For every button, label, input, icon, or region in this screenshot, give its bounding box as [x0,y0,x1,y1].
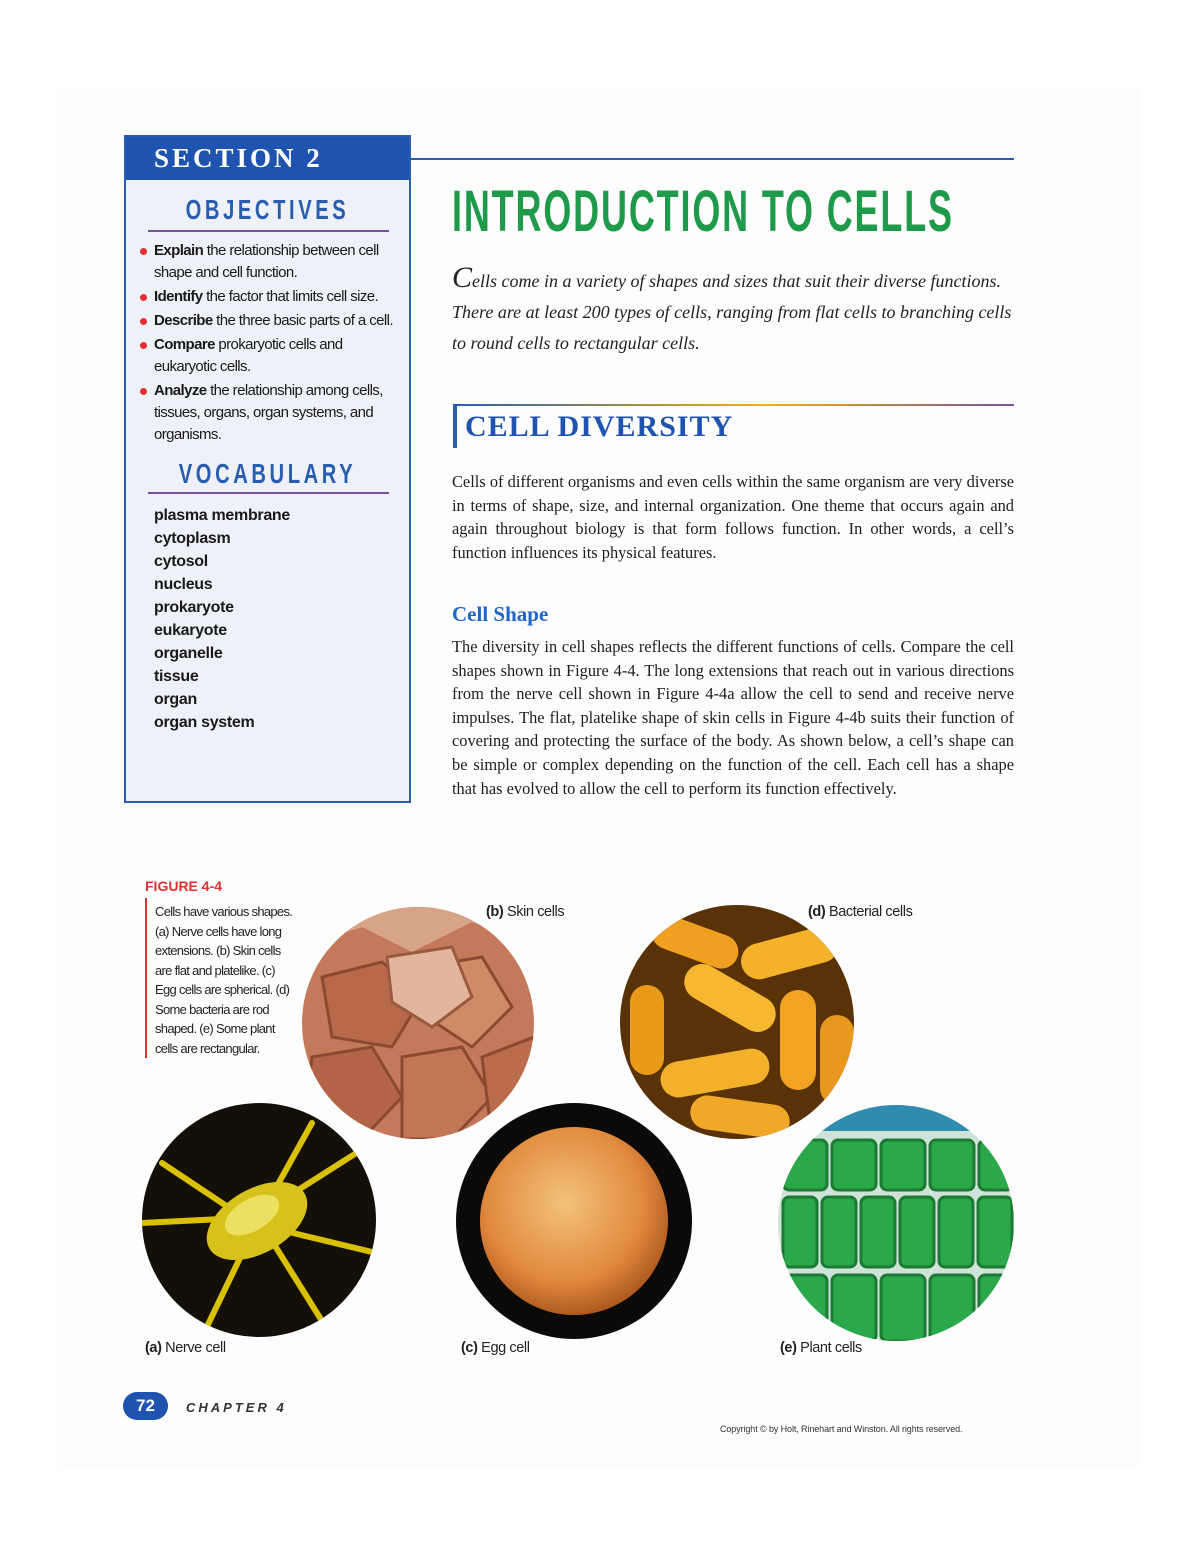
vocabulary-term: plasma membrane [154,507,291,524]
copyright-notice: Copyright © by Holt, Rinehart and Winston. All rights reserved. [720,1424,963,1434]
heading-rule [457,404,1014,406]
vocabulary-title: VOCABULARY [178,458,357,489]
vocabulary-term: organ [154,691,197,708]
vocabulary-term: nucleus [154,576,213,593]
section-header [126,137,409,180]
egg-cell-image [456,1103,692,1339]
panel-label-a: (a) Nerve cell [145,1340,226,1356]
bacterial-cells-image [620,905,854,1139]
intro-paragraph: Cells come in a variety of shapes and sizes that suit their diverse functions. There are at least 200 types of cells, ranging from flat cells to branching cells to round cells to rectangular cells. [452,261,1012,353]
bullet-icon [140,342,147,349]
objective-item: Analyze the relationship among cells, tissues, organs, organ systems, and organisms. [138,380,395,446]
objective-item: Explain the relationship between cell shape and cell function. [138,240,395,284]
figure-label: FIGURE 4-4 [145,878,223,894]
page-number: 72 [123,1392,168,1420]
figure-caption: Cells have various shapes. (a) Nerve cells have long extensions. (b) Skin cells are flat and platelike. (c) Egg cells are spherical. (d) Some bacteria are rod shaped. (e) Some plant cells are rectangular. [145,898,297,1058]
objectives-list [126,232,409,446]
plant-cells-image [778,1105,1014,1341]
objective-item: Describe the three basic parts of a cell. [138,310,395,332]
vocabulary-term: cytosol [154,553,208,570]
vocabulary-list [126,494,409,734]
skin-cells-image [302,907,534,1139]
vocabulary-term: eukaryote [154,622,227,639]
cell-shape-heading: Cell Shape [452,602,549,626]
objectives-sidebar [124,135,411,803]
section-label: SECTION 2 [154,143,323,173]
objectives-title: OBJECTIVES [185,194,350,225]
panel-label-d: (d) Bacterial cells [808,904,913,920]
vocabulary-term: tissue [154,668,199,685]
body-paragraph-1: Cells of different organisms and even cells within the same organism are very diverse in terms of shape, size, and internal organization. One theme that occurs again and again throughout biology is that form follows function. In other words, a cell’s function influences its physical features. [452,472,1014,562]
vocabulary-term: organ system [154,714,255,731]
vocabulary-term: prokaryote [154,599,234,616]
drop-cap: C [452,261,473,294]
vocabulary-term: organelle [154,645,223,662]
vocabulary-term: cytoplasm [154,530,231,547]
bullet-icon [140,248,147,255]
bullet-icon [140,318,147,325]
chapter-label: CHAPTER 4 [186,1400,287,1415]
cell-diversity-heading: CELL DIVERSITY [465,410,734,443]
objective-item: Compare prokaryotic cells and eukaryotic cells. [138,334,395,378]
objective-item: Identify the factor that limits cell size. [138,286,395,308]
bullet-icon [140,388,147,395]
bullet-icon [140,294,147,301]
panel-label-e: (e) Plant cells [780,1340,862,1356]
panel-label-b: (b) Skin cells [486,904,565,920]
page-title: INTRODUCTION TO CELLS [452,179,954,244]
top-rule [411,158,1014,160]
panel-label-c: (c) Egg cell [461,1340,530,1356]
nerve-cell-image [142,1103,376,1337]
heading-accent-bar [453,404,457,448]
body-paragraph-2: The diversity in cell shapes reflects the different functions of cells. Compare the cell shapes shown in Figure 4-4. The long extensions that reach out in various directions from the nerve cell shown in Figure 4-4a allow the cell to send and receive nerve impulses. The flat, platelike shape of skin cells in Figure 4-4b suits their function of covering and protecting the surface of the body. As shown below, a cell’s shape can be simple or complex depending on the function of the cell. Each cell has a shape that has evolved to allow the cell to perform its function effectively. [452,637,1014,798]
